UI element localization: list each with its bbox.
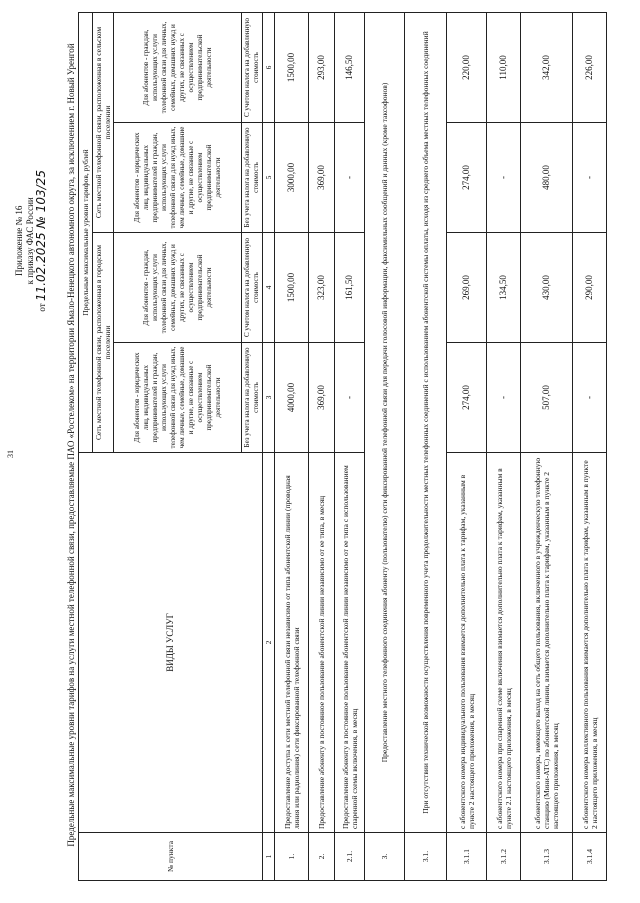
row-v3: 369,00 xyxy=(309,343,335,453)
section-row xyxy=(365,13,405,881)
header-vat-incl-1: С учетом налога на добавленную стоимость xyxy=(242,233,263,343)
table-row xyxy=(275,13,309,881)
row-v6: 110,00 xyxy=(487,13,521,123)
row-v6: 220,00 xyxy=(447,13,487,123)
section-num: 3. xyxy=(365,833,405,881)
row-v4: 161,50 xyxy=(335,233,365,343)
row-v5: 274,00 xyxy=(447,123,487,233)
row-text: с абонентского номера при спаренной схеме включения взимается дополнительно плата к тарифам, указанным в пункте 2.1 настоящего приложения, в месяц xyxy=(487,453,521,833)
row-num: 2.1. xyxy=(335,833,365,881)
row-text: с абонентского номера индивидуального пользования взимается дополнительно плата к тарифам, указанным в пункте 2 настоящего приложения, в месяц xyxy=(447,453,487,833)
row-num: 3.1.3 xyxy=(521,833,573,881)
row-v4: 134,50 xyxy=(487,233,521,343)
row-v5: 480,00 xyxy=(521,123,573,233)
row-num: 3.1.4 xyxy=(573,833,607,881)
tariff-table xyxy=(78,12,607,881)
row-v5: 369,00 xyxy=(309,123,335,233)
row-v3: - xyxy=(335,343,365,453)
row-text: Предоставление доступа к сети местной телефонной связи независимо от типа абонентской линии (проводная линия или радиолиния) сети фиксированной телефонной связи xyxy=(275,453,309,833)
section-text: Предоставление местного телефонного соединения абоненту (пользователю) сети фиксированной телефонной связи для передачи голосовой информации, факсимильных сообщений и данных (кроме таксофонов) xyxy=(365,13,405,833)
row-v4: 323,00 xyxy=(309,233,335,343)
row-v6: 293,00 xyxy=(309,13,335,123)
row-v3: - xyxy=(573,343,607,453)
row-v3: 4000,00 xyxy=(275,343,309,453)
row-v5: 3000,00 xyxy=(275,123,309,233)
header-sub-a1: Для абонентов - юридических лиц, индивидуальных предпринимателей и граждан, использующих услуги телефонной связи для нужд иных, чем личные, семейные, домашние и другие, не связанные с осуществлением предпринимательской деятельности xyxy=(114,343,242,453)
row-num: 3.1.2 xyxy=(487,833,521,881)
table-row xyxy=(521,13,573,881)
appendix-header xyxy=(14,170,48,312)
row-v5: - xyxy=(573,123,607,233)
index-cell: 6 xyxy=(263,13,275,123)
row-v6: 1500,00 xyxy=(275,13,309,123)
row-text: Предоставление абоненту в постоянное пользование абонентской линии независимо от ее типа, в месяц xyxy=(309,453,335,833)
index-cell: 1 xyxy=(263,833,275,881)
header-services: ВИДЫ УСЛУГ xyxy=(79,453,263,833)
order-label: к приказу ФАС России xyxy=(25,197,35,285)
section-num: 3.1. xyxy=(405,833,447,881)
header-vat-excl-1: Без учета налога на добавленную стоимость xyxy=(242,343,263,453)
row-v5: - xyxy=(487,123,521,233)
row-num: 2. xyxy=(309,833,335,881)
header-sub-b1: Для абонентов - граждан, использующих услуги телефонной связи для личных, семейных, домашних нужд и других, не связанных с осуществлением предпринимательской деятельности xyxy=(114,233,242,343)
row-text: с абонентского номера, имеющего выход на сеть общего пользования, включенного в учрежденческую телефонную станцию (Мини-АТС) по абонентской линии, взимается дополнительно плата к тарифам, указанным в пункте 2 настоящего приложения, в месяц xyxy=(521,453,573,833)
row-v3: 507,00 xyxy=(521,343,573,453)
row-v5: - xyxy=(335,123,365,233)
appendix-label: Приложение № 16 xyxy=(14,205,24,277)
row-text: Предоставление абоненту в постоянное пользование абонентской линии независимо от ее типа с использованием спаренной схемы включения, в месяц xyxy=(335,453,365,833)
header-num: № пункта xyxy=(79,833,263,881)
row-v4: 269,00 xyxy=(447,233,487,343)
table-row xyxy=(335,13,365,881)
index-cell: 5 xyxy=(263,123,275,233)
index-cell: 2 xyxy=(263,453,275,833)
document-title: Предельные максимальные уровни тарифов на услуги местной телефонной связи, предоставляемые ПАО «Ростелеком» на территории Ямало-Ненецкого автономного округа, за исключением г. Новый Уренгой xyxy=(66,43,76,847)
row-v3: - xyxy=(487,343,521,453)
row-num: 1. xyxy=(275,833,309,881)
table-row xyxy=(487,13,521,881)
header-city: Сеть местной телефонной связи, расположенная в городском поселении xyxy=(93,233,114,453)
header-sub-a2: Для абонентов - юридических лиц, индивидуальных предпринимателей и граждан, использующих услуги телефонной связи для нужд иных, чем личные, семейные, домашние и другие, не связанные с осуществлением предпринимательской деятельности xyxy=(114,123,242,233)
table-row xyxy=(309,13,335,881)
header-vat-excl-2: Без учета налога на добавленную стоимость xyxy=(242,123,263,233)
row-v4: 1500,00 xyxy=(275,233,309,343)
row-v6: 226,00 xyxy=(573,13,607,123)
row-v6: 342,00 xyxy=(521,13,573,123)
row-v3: 274,00 xyxy=(447,343,487,453)
row-v4: 290,00 xyxy=(573,233,607,343)
table-row xyxy=(447,13,487,881)
page-number: 31 xyxy=(6,450,15,458)
index-cell: 4 xyxy=(263,233,275,343)
row-text: с абонентского номера коллективного пользования взимается дополнительно плата к тарифам, указанным в пункте 2 настоящего приложения, в месяц xyxy=(573,453,607,833)
order-date: от 11.02.2025 № 103/25 xyxy=(34,170,48,312)
header-sub-b2: Для абонентов - граждан, использующих услуги телефонной связи для личных, семейных, домашних нужд и других, не связанных с осуществлением предпринимательской деятельности xyxy=(114,13,242,123)
row-num: 3.1.1 xyxy=(447,833,487,881)
handwritten-date: 11.02.2025 № 103/25 xyxy=(34,170,48,302)
index-cell: 3 xyxy=(263,343,275,453)
row-v4: 430,00 xyxy=(521,233,573,343)
section-text: При отсутствии технической возможности осуществления повременного учета продолжительности местных телефонных соединений с использованием абонентской системы оплаты, исходя из среднего объема местных телефонных соединений xyxy=(405,13,447,833)
header-vat-incl-2: С учетом налога на добавленную стоимость xyxy=(242,13,263,123)
section-row xyxy=(405,13,447,881)
table-row xyxy=(573,13,607,881)
header-levels: Предельные максимальные уровни тарифов, рублей xyxy=(79,13,93,453)
row-v6: 146,50 xyxy=(335,13,365,123)
header-rural: Сеть местной телефонной связи, расположенная в сельском поселении xyxy=(93,13,114,233)
